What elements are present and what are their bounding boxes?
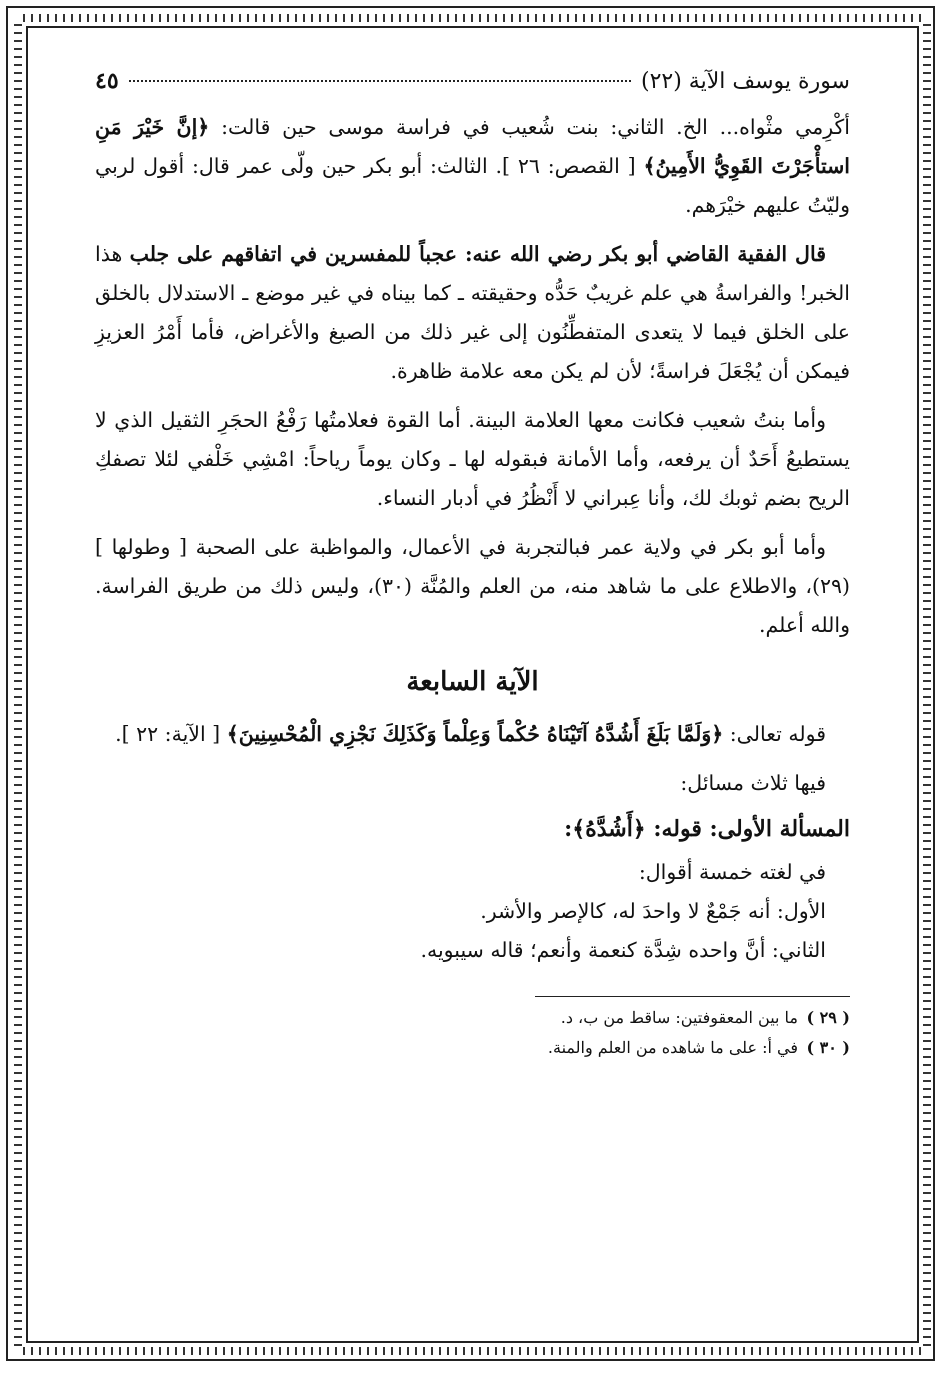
paragraph-1 bbox=[95, 108, 850, 225]
verse-paragraph bbox=[95, 715, 850, 754]
masala-1-colon: : bbox=[564, 816, 573, 842]
paragraph-2-rest: هذا الخبر! والفراسةُ هي علم غريبٌ حَدُّه وحقيقته ـ كما بيناه في غير موضع ـ الاستدلال بالخلق على الخلق فيما لا يتعدى المتفطِّنُون إلى غير ذلك من الصيغ والأغراض، فأما أَمْرُ العزيزِ فيمكن أن يُجْعَلَ فراسةً؛ لأن لم يكن معه علامة ظاهرة. bbox=[95, 242, 850, 383]
footnote-30-number: ( ٣٠ ) bbox=[806, 1038, 850, 1057]
verse-intro: قوله تعالى: bbox=[723, 722, 826, 746]
footnote-29-text: ما بين المعقوفتين: ساقط من ب، د. bbox=[560, 1008, 798, 1027]
text-line-3: الثاني: أنَّ واحده شِدَّة كنعمة وأنعم؛ قاله سيبويه. bbox=[420, 938, 826, 962]
ornamental-border-left bbox=[14, 20, 22, 1349]
masala-1-heading bbox=[95, 809, 850, 849]
page-content bbox=[95, 60, 850, 1063]
header-leader-dots bbox=[129, 80, 631, 82]
section-title: الآية السابعة bbox=[406, 667, 539, 697]
text-line-2: الأول: أنه جَمْعٌ لا واحدَ له، كالإصر والأشر. bbox=[480, 899, 826, 923]
masala-1-label: المسألة الأولى: قوله: bbox=[645, 816, 850, 842]
quran-quote-verse: ﴿وَلَمَّا بَلَغَ أَشُدَّهُ آتَيْنَاهُ حُكْماً وَعِلْماً وَكَذَلِكَ نَجْزِي الْمُحْسِنِينَ﴾ bbox=[226, 722, 724, 746]
paragraph-4: وأما أبو بكر في ولاية عمر فبالتجربة في الأعمال، والمواظبة على الصحبة [ وطولها ] (٢٩)، والاطلاع على ما شاهد منه، من العلم والمُنَّة (٣٠)، وليس ذلك من طريق الفراسة. والله أعلم. bbox=[95, 535, 850, 637]
verse-ref: [ الآية: ٢٢ ]. bbox=[115, 722, 227, 746]
issues-intro: فيها ثلاث مسائل: bbox=[680, 771, 826, 795]
ornamental-border-bottom bbox=[20, 1347, 927, 1355]
ornamental-border-right bbox=[923, 20, 931, 1349]
paragraph-1-text-b: [ القصص: ٢٦ ]. الثالث: أبو بكر حين ولّى عمر قال: أقول لربي وليّتُ عليهم خيْرَهم. bbox=[95, 154, 850, 217]
footnote-29-number: ( ٢٩ ) bbox=[806, 1008, 850, 1027]
running-header bbox=[95, 68, 850, 108]
header-title: سورة يوسف الآية (٢٢) bbox=[640, 69, 850, 94]
paragraph-2-lead: قال الفقية القاضي أبو بكر رضي الله عنه: عجباً للمفسرين في اتفاقهم على جلب bbox=[129, 242, 826, 266]
text-line-1: في لغته خمسة أقوال: bbox=[638, 860, 826, 884]
footnote-separator bbox=[535, 996, 850, 997]
ornamental-border-top bbox=[20, 14, 927, 22]
quran-quote-qasas: ﴿إنَّ خَيْرَ مَنِ استأْجَرْتَ القَوِيُّ الأَمِينُ﴾ bbox=[95, 115, 850, 178]
masala-1-quran: ﴿أَشُدَّهُ﴾ bbox=[572, 816, 646, 842]
page-number: ٤٥ bbox=[95, 68, 119, 94]
paragraph-2 bbox=[95, 235, 850, 391]
footnote-29 bbox=[95, 1003, 850, 1033]
footnote-30 bbox=[95, 1033, 850, 1063]
paragraph-1-text-a: أكْرِمي مثْواه... الخ. الثاني: بنت شُعيب في فراسة موسى حين قالت: bbox=[209, 115, 850, 139]
footnote-30-text: في أ: على ما شاهده من العلم والمنة. bbox=[547, 1038, 798, 1057]
paragraph-3: وأما بنتُ شعيب فكانت معها العلامة البينة. أما القوة فعلامتُها رَفْعُ الحجَرِ الثقيل الذي لا يستطيعُ أَحَدٌ أن يرفعه، وأما الأمانة فبقوله لها ـ وكان يوماً رياحاً: امْشِي خَلْفي لئلا تصفكِ الريح بضم ثوبك لك، وأنا عِبراني لا أَنْظُرُ في أدبار النساء. bbox=[95, 408, 850, 510]
